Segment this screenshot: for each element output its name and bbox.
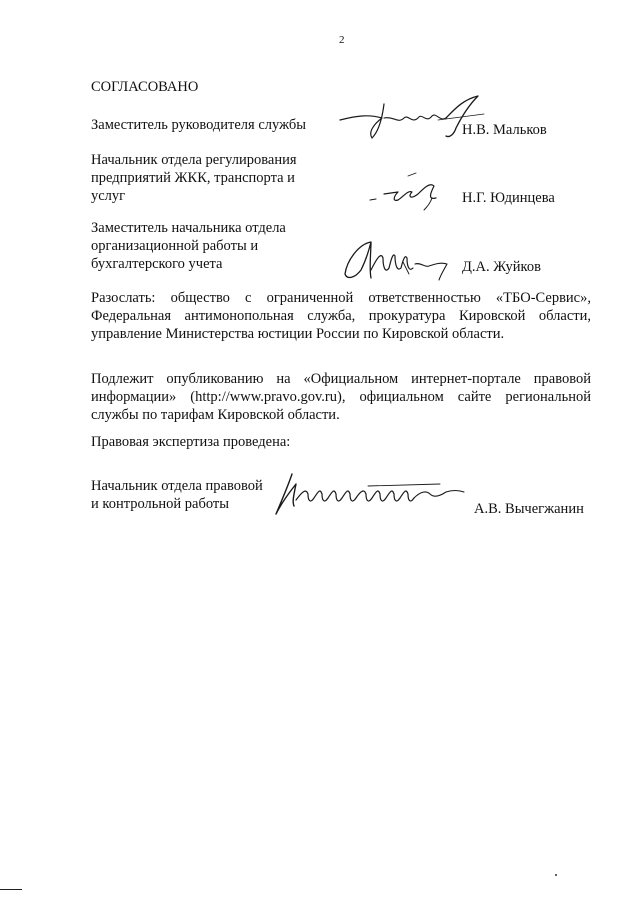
signer-3-signature: [341, 238, 461, 284]
distribution-paragraph: Разослать: общество с ограниченной ответственностью «ТБО-Сервис», Федеральная антимонопольная служба, прокуратура Кировской области, управление Министерства юстиции России по Кировской области.: [91, 290, 591, 342]
page-number: 2: [339, 34, 345, 46]
signer-3-position-line-1: Заместитель начальника отдела: [91, 220, 286, 236]
signer-3-name: Д.А. Жуйков: [462, 259, 541, 275]
signer-2-position-line-1: Начальник отдела регулирования: [91, 152, 297, 168]
legal-review-note: Правовая экспертиза проведена:: [91, 434, 291, 450]
scan-dot: [555, 874, 557, 876]
signer-3-position-line-2: организационной работы и: [91, 238, 259, 254]
signer-2-position-line-3: услуг: [91, 188, 126, 204]
signer-3-position-line-3: бухгалтерского учета: [91, 256, 223, 272]
page-edge-mark: [0, 889, 22, 890]
signer-1-position-line-1: Заместитель руководителя службы: [91, 117, 307, 133]
signer-2-position-line-2: предприятий ЖКК, транспорта и: [91, 170, 295, 186]
publication-paragraph: Подлежит опубликованию на «Официальном интернет-портале правовой информации» (http://www.pravo.gov.ru), официальном сайте региональной службы по тарифам Кировской области.: [91, 371, 591, 423]
signer-3-position: [91, 219, 341, 273]
final-signer-name: А.В. Вычегжанин: [474, 501, 584, 517]
signer-2-signature: [368, 168, 448, 212]
final-signer-position-line-2: и контрольной работы: [91, 496, 229, 512]
approval-heading: СОГЛАСОВАНО: [91, 79, 199, 95]
signer-1-position: [91, 116, 341, 134]
final-signer-position: [91, 477, 291, 513]
final-signer-position-line-1: Начальник отдела правовой: [91, 478, 263, 494]
signer-2-position: [91, 151, 341, 205]
signer-1-name: Н.В. Мальков: [462, 122, 547, 138]
signer-2-name: Н.Г. Юдинцева: [462, 190, 555, 206]
final-signer-signature: [270, 470, 470, 520]
